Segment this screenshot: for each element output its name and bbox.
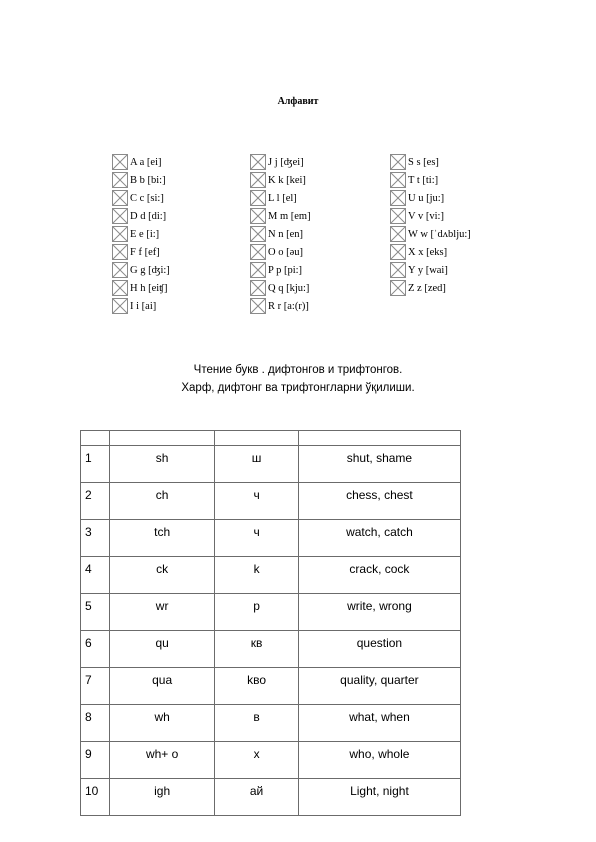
alphabet-letter-label: S s [es] (408, 156, 439, 168)
letter-combination-cell: igh (109, 779, 214, 816)
russian-sound-cell: k (215, 557, 299, 594)
alphabet-entry (112, 225, 170, 243)
broken-image-icon (112, 226, 128, 242)
broken-image-icon (250, 280, 266, 296)
alphabet-column-3 (390, 153, 471, 297)
table-row (81, 631, 461, 668)
example-words-cell: who, whole (298, 742, 460, 779)
alphabet-letter-label: I i [ai] (130, 300, 157, 312)
alphabet-letter-label: V v [vi:] (408, 210, 444, 222)
alphabet-letter-label: C c [si:] (130, 192, 164, 204)
broken-image-icon (390, 154, 406, 170)
row-number-cell: 4 (81, 557, 110, 594)
header-cell (81, 431, 110, 446)
alphabet-letter-label: O o [əu] (268, 246, 303, 258)
table-row (81, 594, 461, 631)
broken-image-icon (112, 172, 128, 188)
broken-image-icon (390, 208, 406, 224)
table-row (81, 483, 461, 520)
row-number-cell: 8 (81, 705, 110, 742)
alphabet-letter-label: W w [ˈdʌblju:] (408, 228, 471, 240)
broken-image-icon (390, 190, 406, 206)
broken-image-icon (390, 262, 406, 278)
alphabet-entry (390, 171, 471, 189)
alphabet-entry (250, 171, 311, 189)
alphabet-entry (390, 225, 471, 243)
example-words-cell: Light, night (298, 779, 460, 816)
broken-image-icon (112, 244, 128, 260)
alphabet-entry (250, 243, 311, 261)
row-number-cell: 5 (81, 594, 110, 631)
alphabet-letter-label: A a [ei] (130, 156, 162, 168)
header-cell (215, 431, 299, 446)
letter-combination-table (80, 430, 461, 816)
russian-sound-cell: ч (215, 520, 299, 557)
alphabet-letter-label: U u [ju:] (408, 192, 445, 204)
broken-image-icon (112, 208, 128, 224)
letter-combination-cell: ck (109, 557, 214, 594)
letter-combination-cell: qu (109, 631, 214, 668)
row-number-cell: 1 (81, 446, 110, 483)
example-words-cell: watch, catch (298, 520, 460, 557)
broken-image-icon (390, 172, 406, 188)
alphabet-entry (250, 153, 311, 171)
letter-combination-cell: wr (109, 594, 214, 631)
example-words-cell: chess, chest (298, 483, 460, 520)
row-number-cell: 10 (81, 779, 110, 816)
alphabet-letter-label: T t [ti:] (408, 174, 439, 186)
alphabet-letter-label: Y y [wai] (408, 264, 448, 276)
broken-image-icon (250, 172, 266, 188)
alphabet-entry (250, 279, 311, 297)
example-words-cell: question (298, 631, 460, 668)
alphabet-entry (390, 279, 471, 297)
alphabet-letter-label: N n [en] (268, 228, 303, 240)
russian-sound-cell: ч (215, 483, 299, 520)
broken-image-icon (390, 244, 406, 260)
alphabet-letter-label: X x [eks] (408, 246, 448, 258)
row-number-cell: 7 (81, 668, 110, 705)
broken-image-icon (390, 280, 406, 296)
alphabet-letter-label: E e [i:] (130, 228, 160, 240)
table-row (81, 446, 461, 483)
alphabet-letter-label: Q q [kju:] (268, 282, 310, 294)
alphabet-entry (112, 243, 170, 261)
letter-combination-cell: wh+ o (109, 742, 214, 779)
alphabet-entry (112, 153, 170, 171)
alphabet-column-2 (250, 153, 311, 315)
broken-image-icon (250, 244, 266, 260)
table-header-row (81, 431, 461, 446)
letter-combination-cell: tch (109, 520, 214, 557)
russian-sound-cell: х (215, 742, 299, 779)
table-row (81, 557, 461, 594)
alphabet-entry (390, 189, 471, 207)
header-cell (109, 431, 214, 446)
header-cell (298, 431, 460, 446)
letter-combination-cell: qua (109, 668, 214, 705)
page-title: Алфавит (277, 96, 319, 107)
table-row (81, 668, 461, 705)
russian-sound-cell: р (215, 594, 299, 631)
broken-image-icon (250, 262, 266, 278)
alphabet-letter-label: K k [kei] (268, 174, 306, 186)
alphabet-letter-label: P p [pi:] (268, 264, 303, 276)
alphabet-entry (112, 207, 170, 225)
alphabet-entry (390, 243, 471, 261)
broken-image-icon (390, 226, 406, 242)
alphabet-letter-label: Z z [zed] (408, 282, 446, 294)
alphabet-letter-label: H h [eiʧ] (130, 282, 168, 294)
example-words-cell: crack, cock (298, 557, 460, 594)
russian-sound-cell: в (215, 705, 299, 742)
russian-sound-cell: ш (215, 446, 299, 483)
table-row (81, 779, 461, 816)
broken-image-icon (112, 298, 128, 314)
row-number-cell: 2 (81, 483, 110, 520)
example-words-cell: shut, shame (298, 446, 460, 483)
row-number-cell: 9 (81, 742, 110, 779)
alphabet-entry (112, 297, 170, 315)
row-number-cell: 3 (81, 520, 110, 557)
alphabet-entry (250, 225, 311, 243)
broken-image-icon (112, 280, 128, 296)
broken-image-icon (250, 208, 266, 224)
broken-image-icon (250, 154, 266, 170)
alphabet-entry (250, 207, 311, 225)
broken-image-icon (250, 226, 266, 242)
letter-combination-cell: sh (109, 446, 214, 483)
example-words-cell: what, when (298, 705, 460, 742)
broken-image-icon (112, 154, 128, 170)
alphabet-entry (112, 189, 170, 207)
alphabet-entry (112, 261, 170, 279)
russian-sound-cell: ай (215, 779, 299, 816)
alphabet-entry (390, 261, 471, 279)
example-words-cell: write, wrong (298, 594, 460, 631)
example-words-cell: quality, quarter (298, 668, 460, 705)
alphabet-column-1 (112, 153, 170, 315)
alphabet-letter-label: D d [di:] (130, 210, 167, 222)
subtitle-russian: Чтение букв . дифтонгов и трифтонгов. (193, 364, 403, 376)
alphabet-entry (390, 207, 471, 225)
broken-image-icon (112, 262, 128, 278)
table-row (81, 742, 461, 779)
broken-image-icon (250, 190, 266, 206)
alphabet-letter-label: G g [ʤi:] (130, 264, 170, 276)
alphabet-letter-label: L l [el] (268, 192, 297, 204)
table-row (81, 520, 461, 557)
subtitle-uzbek: Харф, дифтонг ва трифтонгларни ўқилиши. (181, 382, 415, 394)
alphabet-entry (250, 189, 311, 207)
alphabet-letter-label: F f [ef] (130, 246, 160, 258)
russian-sound-cell: кв (215, 631, 299, 668)
alphabet-entry (250, 297, 311, 315)
alphabet-entry (250, 261, 311, 279)
broken-image-icon (112, 190, 128, 206)
alphabet-entry (112, 279, 170, 297)
alphabet-entry (112, 171, 170, 189)
letter-combination-cell: ch (109, 483, 214, 520)
row-number-cell: 6 (81, 631, 110, 668)
letter-combination-cell: wh (109, 705, 214, 742)
alphabet-letter-label: R r [a:(r)] (268, 300, 309, 312)
broken-image-icon (250, 298, 266, 314)
table-row (81, 705, 461, 742)
alphabet-entry (390, 153, 471, 171)
russian-sound-cell: kво (215, 668, 299, 705)
alphabet-letter-label: M m [em] (268, 210, 311, 222)
alphabet-letter-label: B b [bi:] (130, 174, 166, 186)
alphabet-letter-label: J j [ʤei] (268, 156, 304, 168)
